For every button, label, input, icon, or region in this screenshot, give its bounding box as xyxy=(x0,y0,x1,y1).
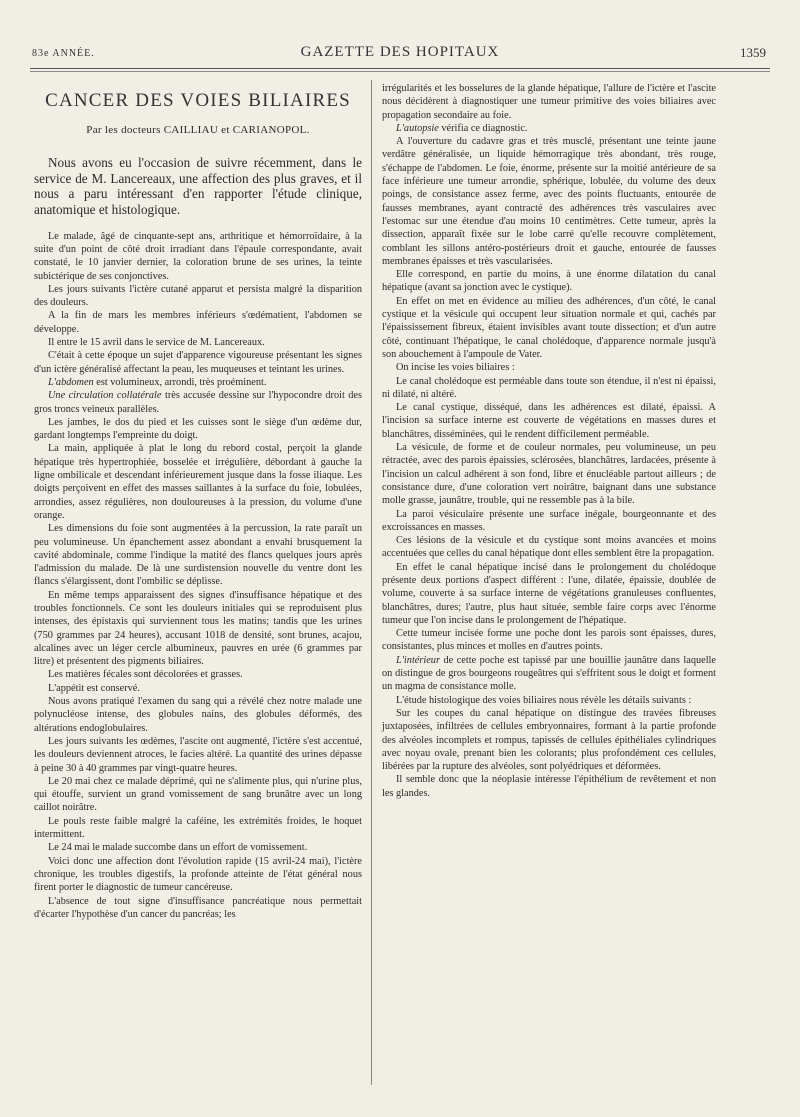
paragraph-text: Le canal cystique, disséqué, dans les adhérences est dilaté, épaissi. A l'incision sa surface interne est couverte de végétations en masses dures et blanchâtres, disséminées, qui le rendent difficilement perméable. xyxy=(382,402,716,440)
paragraph-text: Il entre le 15 avril dans le service de M. Lancereaux. xyxy=(48,337,265,349)
italic-lead: L'abdomen xyxy=(48,376,94,388)
paragraph-text: La paroi vésiculaire présente une surface inégale, bourgeonnante et des excroissances en masses. xyxy=(382,508,716,533)
paragraph xyxy=(382,707,716,773)
paragraph xyxy=(382,508,716,535)
paragraph-text: En effet on met en évidence au milieu des adhérences, d'un côté, le canal cystique et la vésicule qui occupent leur situation normale et qui, cachés par l'épaississement fibreux, étaient invisibles avant toute dissection; et d'un autre côté, continuant l'hépatique, le canal cholédoque, d'apparence normale jusqu'à son abouchement à l'ampoule de Vater. xyxy=(382,295,716,360)
paragraph-text: Les jambes, le dos du pied et les cuisses sont le siège d'un œdème dur, gardant longtemps l'empreinte du doigt. xyxy=(34,416,362,442)
paragraph-text: L'étude histologique des voies biliaires nous révèle les détails suivants : xyxy=(396,694,692,706)
paragraph xyxy=(34,416,362,443)
paragraph xyxy=(34,682,362,695)
paragraph-text: Les dimensions du foie sont augmentées à la percussion, la rate paraît un peu volumineuse. Un épanchement assez abondant a envahi brusquement la cavité abdominale, comme l'indique la matité des flancs quelques jours après l'admission du malade. De là une surdistension nouvelle du ventre dont les flancs s'élargissent, dont l'ombilic se déplisse. xyxy=(34,523,362,588)
paragraph xyxy=(382,694,716,707)
paragraph-text: Voici donc une affection dont l'évolution rapide (15 avril-24 mai), l'ictère chronique, les troubles digestifs, la profonde atteinte de l'état général nous firent porter le diagnostic de tumeur cancéreuse. xyxy=(34,855,362,894)
paragraph xyxy=(382,654,716,694)
paragraph-text: Le pouls reste faible malgré la caféine, les extrémités froides, le hoquet intermittent. xyxy=(34,815,362,841)
paragraph xyxy=(34,349,362,376)
paragraph xyxy=(382,773,716,800)
paragraph xyxy=(382,135,716,268)
paragraph xyxy=(34,855,362,895)
paragraph xyxy=(34,442,362,522)
paragraph-text: Les jours suivants l'ictère cutané apparut et persista malgré la disparition des douleurs. xyxy=(34,283,362,309)
paragraph xyxy=(34,668,362,681)
paragraph-text: A l'ouverture du cadavre gras et très musclé, présentant une teinte jaune verdâtre généralisée, un liquide hémorragique très abondant, très rouge, s'échappe de l'abdomen. Le foie, énorme, présente sur la moitié antérieure de sa face inférieure une tumeur arrondie, sphérique, lobulée, du volume des deux poings, de consistance assez ferme, avec des points fluctuants, entourée de fausses membranes, ayant contracté des adhérences très vasculaires avec l'estomac sur une étendue d'au moins 10 centimètres. Cette tumeur, après la dissection, apparaît fixée sur le lobe carré qu'elle recouvre complètement, comblant les sillons antéro-postérieurs droit et gauche, entourée de fausses membranes épaisses et très vascularisées. xyxy=(382,136,716,267)
column-rule xyxy=(371,80,372,1085)
paragraph xyxy=(34,522,362,588)
left-body xyxy=(34,230,362,921)
paragraph xyxy=(34,336,362,349)
paragraph-text: Le canal cholédoque est perméable dans toute son étendue, il n'est ni épaissi, ni dilaté, ni altéré. xyxy=(382,375,716,400)
paragraph-text: Cette tumeur incisée forme une poche dont les parois sont épaisses, dures, consistantes, plus minces et molles en d'autres points. xyxy=(382,628,716,653)
paragraph-text: très accusée dessine sur l'hypocondre droit des gros troncs veineux parallèles. xyxy=(34,390,362,415)
lead-paragraph: Nous avons eu l'occasion de suivre récemment, dans le service de M. Lancereaux, une affection des plus graves, et il nous a paru intéressant d'en rapporter l'étude clinique, anatomique et histologique. xyxy=(34,155,362,218)
right-column xyxy=(382,82,716,800)
paragraph-text: Le malade, âgé de cinquante-sept ans, arthritique et hémorroïdaire, à la suite d'un point de côté droit irradiant dans l'épaule correspondante, avait constaté, le 10 janvier dernier, la coloration brune de ses urines, la teinte subictérique de ses conjonctives. xyxy=(34,230,362,282)
paragraph-text: La main, appliquée à plat le long du rebord costal, perçoit la glande hépatique très hypertrophiée, bosselée et irrégulière, débordant à gauche la ligne ombilicale et descendant inférieurement jusque dans la fosse iliaque. Les doigts perçoivent en effet des masses saillantes à la surface du foie, lobulées, arrondies, assez régulières, non douloureuses à la pression, du volume d'une orange. xyxy=(34,443,362,521)
paragraph xyxy=(34,815,362,842)
italic-lead: Une circulation collatérale xyxy=(48,390,162,402)
paragraph xyxy=(34,775,362,815)
header-rule xyxy=(30,68,770,72)
paragraph-text: Les jours suivants les œdèmes, l'ascite ont augmenté, l'ictère s'est accentué, les douleurs deviennent atroces, le facies altéré. La quantité des urines dépasse à peine 30 à 40 grammes par vingt-quatre heures. xyxy=(34,735,362,774)
paragraph xyxy=(34,589,362,669)
paragraph xyxy=(382,375,716,402)
paragraph-text: A la fin de mars les membres inférieurs s'œdématient, l'abdomen se développe. xyxy=(34,310,362,335)
paragraph xyxy=(382,82,716,122)
paragraph-text: L'appétit est conservé. xyxy=(48,682,140,694)
paragraph-text: de cette poche est tapissé par une bouillie jaunâtre dans laquelle on distingue de gros bourgeons rougeâtres qui s'effritent sous le doigt et forment un magma de consistance molle. xyxy=(382,654,716,693)
paragraph xyxy=(34,376,362,389)
paragraph xyxy=(382,627,716,654)
paragraph xyxy=(382,401,716,441)
byline: Par les docteurs CAILLIAU et CARIANOPOL. xyxy=(86,124,310,136)
left-column xyxy=(34,84,362,921)
paragraph xyxy=(382,295,716,361)
paragraph xyxy=(382,561,716,627)
paragraph-text: La vésicule, de forme et de couleur normales, peu volumineuse, un peu rétractée, avec des parois épaissies, sclérosées, blanchâtres, lardacées, présente à l'incision un calcul adhérent à son fond, libre et énucléable partout ailleurs ; de consistance dure, d'une coloration vert noirâtre, baignant dans une substance molle grasse, jaunâtre, trouble, qui ne ressemble pas à la bile. xyxy=(382,442,716,507)
paragraph-text: L'absence de tout signe d'insuffisance pancréatique nous permettait d'écarter l'hypothèse d'un cancer du pancréas; les xyxy=(34,895,362,920)
paragraph-text: irrégularités et les bosselures de la glande hépatique, l'allure de l'ictère et l'ascite nous décidèrent à diagnostiquer une tumeur primitive des voies biliaires avec propagation secondaire au foie. xyxy=(382,83,716,121)
paragraph-text: Il semble donc que la néoplasie intéresse l'épithélium de revêtement et non les glandes. xyxy=(382,774,716,799)
paragraph-text: Le 24 mai le malade succombe dans un effort de vomissement. xyxy=(48,842,308,854)
paragraph-text: C'était à cette époque un sujet d'apparence vigoureuse présentant les signes d'un ictère généralisé affectant la peau, les muqueuses et teintant les urines. xyxy=(34,350,362,375)
paragraph-text: est volumineux, arrondi, très proéminent. xyxy=(93,376,267,388)
paragraph xyxy=(34,695,362,735)
page-header xyxy=(30,44,770,64)
paragraph xyxy=(382,441,716,507)
paragraph xyxy=(34,841,362,854)
italic-lead: L'autopsie xyxy=(396,122,439,134)
paragraph xyxy=(34,389,362,416)
paragraph-text: Ces lésions de la vésicule et du cystique sont moins avancées et moins accentuées que celles du canal hépatique dont elles semblent être la propagation. xyxy=(382,535,716,560)
paragraph-text: En effet le canal hépatique incisé dans le prolongement du cholédoque présente deux portions d'aspect différent : l'une, dilatée, épaissie, doublée de volume, couverte à sa surface interne de végétations granuleuses confluentes, blanchâtres, dures; l'autre, plus haut située, semble faire corps avec l'énorme tumeur que l'on incise dans le prolongement de l'hépatique. xyxy=(382,561,716,626)
paragraph xyxy=(34,735,362,775)
paragraph-text: Elle correspond, en partie du moins, à une énorme dilatation du canal hépatique (avant sa jonction avec le cystique). xyxy=(382,269,716,294)
paragraph xyxy=(34,895,362,922)
paragraph-text: Le 20 mai chez ce malade déprimé, qui ne s'alimente plus, qui n'urine plus, qui étouffe, survient un grand vomissement de sang brunâtre avec un long caillot noirâtre. xyxy=(34,775,362,814)
paragraph-text: Les matières fécales sont décolorées et grasses. xyxy=(48,669,243,681)
italic-lead: L'intérieur xyxy=(396,654,440,666)
paragraph xyxy=(382,268,716,295)
journal-title: GAZETTE DES HOPITAUX xyxy=(300,44,500,60)
paragraph xyxy=(382,361,716,374)
page-number: 1359 xyxy=(740,45,766,60)
paragraph xyxy=(34,283,362,310)
year-label: 83e ANNÉE. xyxy=(32,48,95,59)
paragraph-text: vérifia ce diagnostic. xyxy=(438,122,528,134)
paragraph-text: On incise les voies biliaires : xyxy=(396,362,515,374)
paragraph-text: Nous avons pratiqué l'examen du sang qui a révélé chez notre malade une polynucléose intense, des globules nains, des globules déformés, des altérations endoglobulaires. xyxy=(34,696,362,734)
paragraph-text: En même temps apparaissent des signes d'insuffisance hépatique et des troubles fonctionnels. Ce sont les douleurs initiales qui se reproduisent plus intenses, des épistaxis qui surviennent tous les matins; tandis que les urines (750 grammes par 24 heures), accusant 1018 de densité, sont brunes, acajou, alcalines avec un léger cercle albumineux, pauvres en urée (6 grammes par litre) et présentent des pigments biliaires. xyxy=(34,589,362,668)
right-body xyxy=(382,82,716,800)
paragraph-text: Sur les coupes du canal hépatique on distingue des travées fibreuses juxtaposées, infiltrées de cellules embryonnaires, formant à la partie profonde des alvéoles incomplets et rompus, tapissés de cellules épithéliales cylindriques avec noyau ovale, prenant bien les colorants; plus profondément ces cellules, libérées par la rupture des alvéoles, sont polyédriques et déformées. xyxy=(382,707,716,773)
paragraph xyxy=(382,122,716,135)
paragraph xyxy=(34,230,362,283)
paragraph xyxy=(34,309,362,336)
article-title: CANCER DES VOIES BILIAIRES xyxy=(45,90,351,111)
paragraph xyxy=(382,534,716,561)
